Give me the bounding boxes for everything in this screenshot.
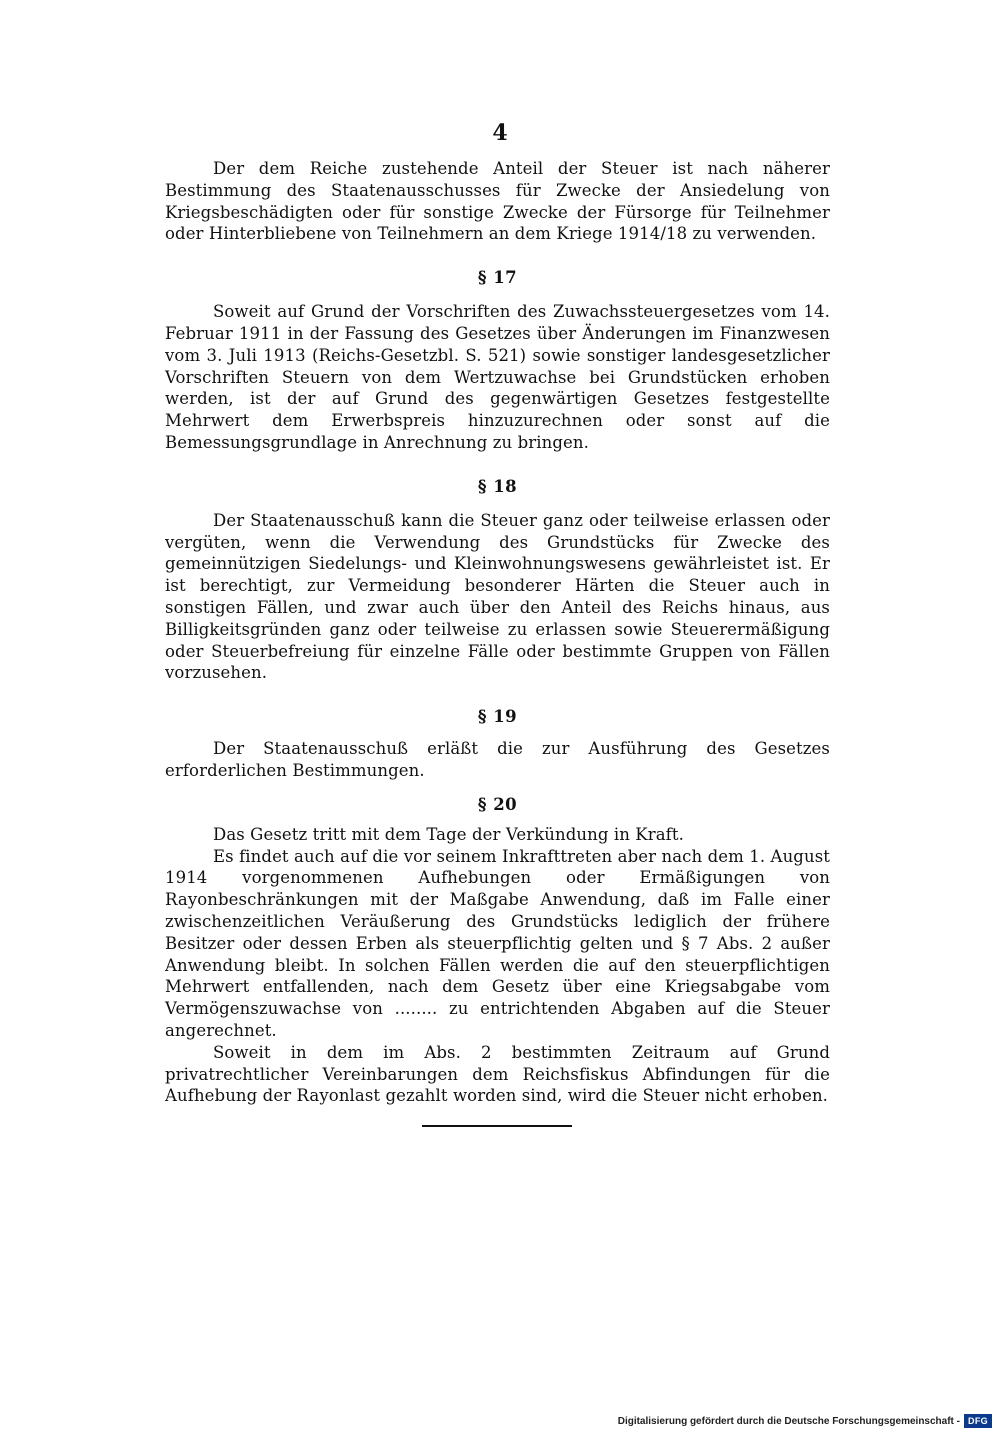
paragraph-s20-3: Soweit in dem im Abs. 2 bestimmten Zeitraum auf Grund privatrechtlicher Vereinbarungen dem Reichsfiskus Abfindungen für die Aufhebung der Rayonlast gezahlt worden sind, wird die Steuer nicht erhoben. [165,1042,830,1106]
document-body [165,158,830,1107]
section-heading-17: § 17 [477,268,518,288]
paragraph-s18: Der Staatenausschuß kann die Steuer ganz oder teilweise erlassen oder vergüten, wenn die Verwendung des Grundstücks für Zwecke des gemeinnützigen Siedelungs- und Kleinwohnungswesens gewährleistet ist. Er ist berechtigt, zur Vermeidung besonderer Härten die Steuer auch in sonstigen Fällen, und zwar auch über den Anteil des Reichs hinaus, aus Billigkeitsgründen ganz oder teilweise zu erlassen sowie Steuerermäßigung oder Steuerbefreiung für einzelne Fälle oder bestimmte Gruppen von Fällen vorzusehen. [165,510,830,683]
section-heading-18: § 18 [477,476,518,496]
paragraph-s20-2: Es findet auch auf die vor seinem Inkrafttreten aber nach dem 1. August 1914 vorgenommenen Aufhebungen oder Ermäßigungen von Rayonbeschränkungen mit der Maßgabe Anwendung, daß im Falle einer zwischenzeitlichen Veräußerung des Grundstücks lediglich der frühere Besitzer oder dessen Erben als steuerpflichtig gelten und § 7 Abs. 2 außer Anwendung bleibt. In solchen Fällen werden die auf den steuerpflichtigen Mehrwert entfallenden, nach dem Gesetz über eine Kriegsabgabe vom Vermögenszuwachse von ........ zu entrichtenden Abgaben auf die Steuer angerechnet. [165,846,830,1040]
paragraph-s19: Der Staatenausschuß erläßt die zur Ausführung des Gesetzes erforderlichen Bestimmungen. [165,739,830,780]
page-number: 4 [492,120,508,146]
dfg-logo: DFG [964,1414,992,1428]
section-heading-20: § 20 [477,794,518,814]
paragraph-s16-continuation: Der dem Reiche zustehende Anteil der Steuer ist nach näherer Bestimmung des Staatenausschusses für Zwecke der Ansiedelung von Kriegsbeschädigten oder für sonstige Zwecke der Fürsorge für Teilnehmer oder Hinterbliebene von Teilnehmern an dem Kriege 1914/18 zu verwenden. [165,159,830,244]
digitization-credit: Digitalisierung gefördert durch die Deutsche Forschungsgemeinschaft - [617,1416,960,1427]
section-heading-19: § 19 [477,707,518,727]
paragraph-s20-1: Das Gesetz tritt mit dem Tage der Verkündung in Kraft. [213,824,684,844]
paragraph-s17: Soweit auf Grund der Vorschriften des Zuwachssteuergesetzes vom 14. Februar 1911 in der Fassung des Gesetzes über Änderungen im Finanzwesen vom 3. Juli 1913 (Reichs-Gesetzbl. S. 521) sowie sonstiger landesgesetzlicher Vorschriften Steuern von dem Wertzuwachse bei Grundstücken erhoben werden, ist der auf Grund des gegenwärtigen Gesetzes festgestellte Mehrwert dem Erwerbspreis hinzuzurechnen oder sonst auf die Bemessungsgrundlage in Anrechnung zu bringen. [165,302,830,452]
closing-rule-divider [422,1125,572,1127]
